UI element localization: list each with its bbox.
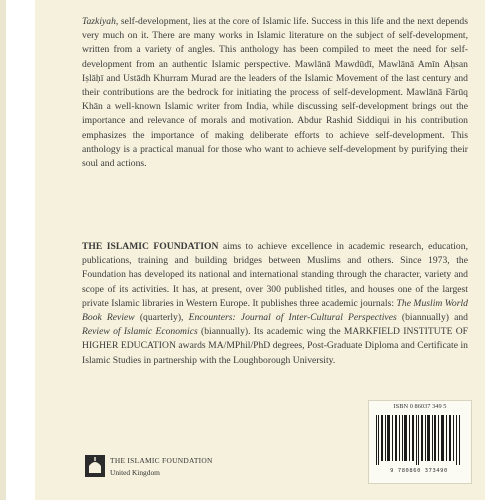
tazkiyah-term: Tazkiyah: [82, 16, 116, 27]
journal-title-3: Review of Islamic Economics: [82, 326, 198, 338]
barcode-digits: 9 780860 373490: [390, 468, 448, 474]
publisher-country: United Kingdom: [110, 468, 160, 477]
journal-title-1: The Muslim World Book Review: [82, 297, 468, 324]
journal-title-2: Encounters: Journal of Inter-Cultural Perspectives: [188, 312, 397, 324]
page-edge-left: [0, 0, 6, 500]
foundation-description: [82, 240, 468, 368]
isbn-label: ISBN 0 86037 349 5: [393, 403, 447, 410]
foundation-text-4: (biannually). Its academic wing the MARKFIELD INSTITUTE OF HIGHER EDUCATION awards MA/MPhil/PhD degrees, Post-Graduate Diploma and Certificate in Islamic Studies in partnership with the Loughborough University.: [82, 326, 469, 366]
description-paragraph: [82, 15, 468, 171]
foundation-text-2: (quarterly),: [134, 312, 189, 324]
mosque-dome-logo-icon: [85, 455, 105, 477]
foundation-text-3: (biannually) and: [396, 312, 468, 324]
foundation-text-1: aims to achieve excellence in academic research, education, publications, training and building bridges between Muslims and others. Since 1973, the Foundation has developed its national and international standing through the character, variety and scope of its activities. It has, at present, over 300 published titles, and houses one of the largest private Islamic libraries in Western Europe. It publishes three academic journals:: [82, 241, 468, 309]
foundation-name-heading: THE ISLAMIC FOUNDATION: [82, 241, 219, 252]
book-description: [82, 15, 468, 171]
publisher-name: THE ISLAMIC FOUNDATION: [110, 456, 213, 465]
description-text: , self-development, lies at the core of Islamic life. Success in this life and the next depends very much on it. There are many works in Islamic literature on the subject of self-development, written from a variety of angles. This anthology has been compiled to meet the need for self-development from an authentic Islamic perspective. Mawlānā Mawdūdī, Mawlānā Amīn Aḥsan Iṣlāḥī and Ustādh Khurram Murad are the leaders of the Islamic Movement of the last century and their contributions are the bedrock for initiating the process of self-development. Mawlānā Fārūq Khān a well-known Islamic writer from India, while discussing self-development brings out the importance and relevance of morals and motivation. Abdur Rashid Siddiqui in his contribution emphasizes the importance of making deliberate efforts to achieve self-development. This anthology is a practical manual for those who want to achieve self-development by purifying their soul and actions.: [82, 16, 468, 170]
foundation-paragraph: [82, 240, 468, 368]
barcode-icon: [374, 415, 464, 465]
